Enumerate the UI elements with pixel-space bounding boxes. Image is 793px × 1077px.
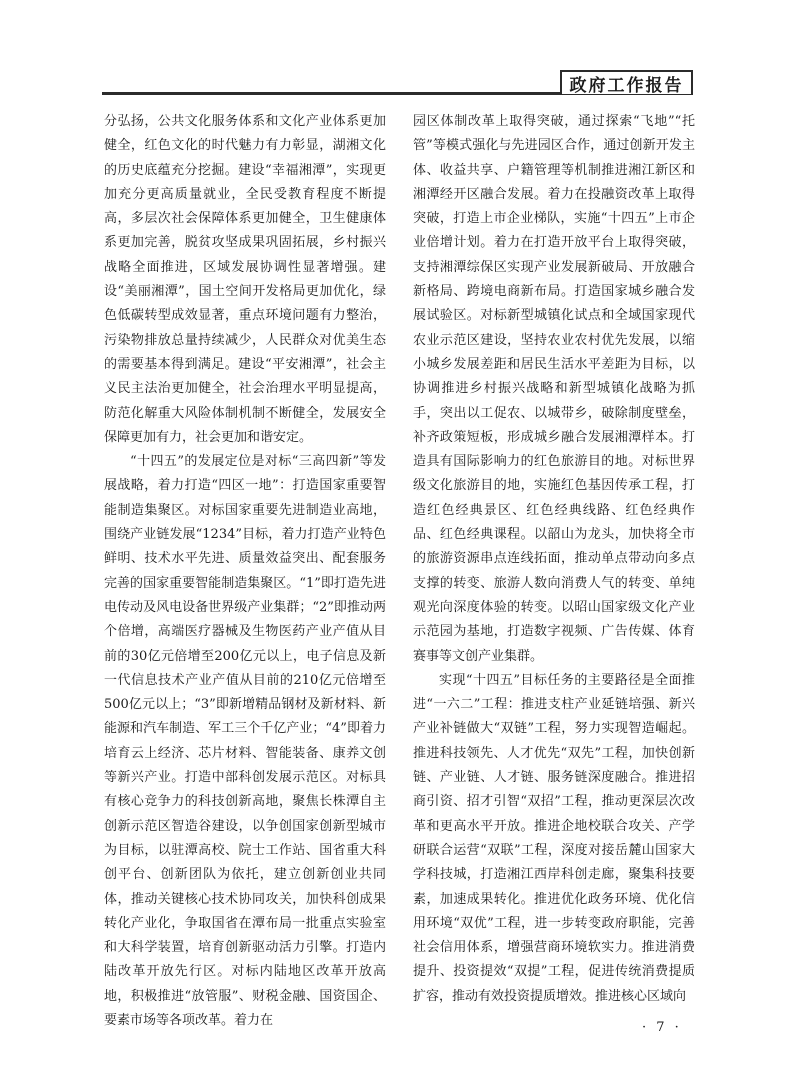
page-number: · 7 · [642, 1020, 682, 1035]
paragraph: 园区体制改革上取得突破，通过探索“飞地”“托管”等模式强化与先进园区合作，通过创新开发主体、收益共享、户籍管理等机制推进湘江新区和湘潭经开区融合发展。着力在投融资改革上取得突破，打造上市企业梯队，实施“十四五”上市企业倍增计划。着力在打造开放平台上取得突破，支持湘潭综保区实现产业发展新破局、开放融合新格局、跨境电商新布局。打造国家城乡融合发展试验区。对标新型城镇化试点和全域国家现代农业示范区建设，坚持农业农村优先发展，以缩小城乡发展差距和居民生活水平差距为目标，以协调推进乡村振兴战略和新型城镇化战略为抓手，突出以工促农、以城带乡，破除制度壁垒，补齐政策短板，形成城乡融合发展湘潭样本。打造具有国际影响力的红色旅游目的地。对标世界级文化旅游目的地，实施红色基因传承工程，打造红色经典景区、红色经典线路、红色经典作品、红色经典课程。以韶山为龙头，加快将全市的旅游资源串点连线拓面，推动单点带动向多点支撑的转变、旅游人数向消费人气的转变、单纯观光向深度体验的转变。以昭山国家级文化产业示范园为基地，打造数字视频、广告传媒、体育赛事等文创产业集群。 [413, 114, 695, 664]
left-column [104, 110, 386, 1033]
section-title: 政府工作报告 [560, 70, 693, 94]
right-column [413, 110, 695, 1009]
paragraph: 实现“十四五”目标任务的主要路径是全面推进“一六二”工程：推进支柱产业延链培强、新兴产业补链做大“双链”工程，努力实现智造崛起。推进科技领先、人才优先“双先”工程，加快创新链、产业链、人才链、服务链深度融合。推进招商引资、招才引智“双招”工程，推动更深层次改革和更高水平开放。推进企地校联合攻关、产学研联合运营“双联”工程，深度对接岳麓山国家大学科技城，打造湘江西岸科创走廊，聚集科技要素，加速成果转化。推进优化政务环境、优化信用环境“双优”工程，进一步转变政府职能，完善社会信用体系，增强营商环境软实力。推进消费提升、投资提效“双提”工程，促进传统消费提质扩容，推动有效投资提质增效。推进核心区域向 [413, 672, 695, 1004]
paragraph: 分弘扬，公共文化服务体系和文化产业体系更加健全，红色文化的时代魅力有力彰显，湖湘文化的历史底蕴充分挖掘。建设“幸福湘潭”，实现更加充分更高质量就业，全民受教育程度不断提高，多层次社会保障体系更加健全，卫生健康体系更加完善，脱贫攻坚成果巩固拓展，乡村振兴战略全面推进，区域发展协调性显著增强。建设“美丽湘潭”，国土空间开发格局更加优化，绿色低碳转型成效显著，重点环境问题有力整治，污染物排放总量持续减少，人民群众对优美生态的需要基本得到满足。建设“平安湘潭”，社会主义民主法治更加健全，社会治理水平明显提高，防范化解重大风险体制机制不断健全，发展安全保障更加有力，社会更加和谐安定。 [104, 114, 386, 445]
paragraph: “十四五”的发展定位是对标“三高四新”等发展战略，着力打造“四区一地”：打造国家重要智能制造集聚区。对标国家重要先进制造业高地，围绕产业链发展“1234”目标，着力打造产业特色鲜明、技术水平先进、质量效益突出、配套服务完善的国家重要智能制造集聚区。“1”即打造先进电传动及风电设备世界级产业集群；“2”即推动两个倍增，高端医疗器械及生物医药产业产值从目前的30亿元倍增至200亿元以上，电子信息及新一代信息技术产业产值从目前的210亿元倍增至500亿元以上；“3”即新增精品钢材及新材料、新能源和汽车制造、军工三个千亿产业；“4”即着力培育云上经济、芯片材料、智能装备、康养文创等新兴产业。打造中部科创发展示范区。对标具有核心竞争力的科技创新高地，聚焦长株潭自主创新示范区智造谷建设，以争创国家创新型城市为目标，以驻潭高校、院士工作站、国省重大科创平台、创新团队为依托，建立创新创业共同体，推动关键核心技术协同攻关，加快科创成果转化产业化，争取国省在潭布局一批重点实验室和大科学装置，培育创新驱动活力引擎。打造内陆改革开放先行区。对标内陆地区改革开放高地，积极推进“放管服”、财税金融、国资国企、要素市场等各项改革。着力在 [104, 454, 386, 1028]
